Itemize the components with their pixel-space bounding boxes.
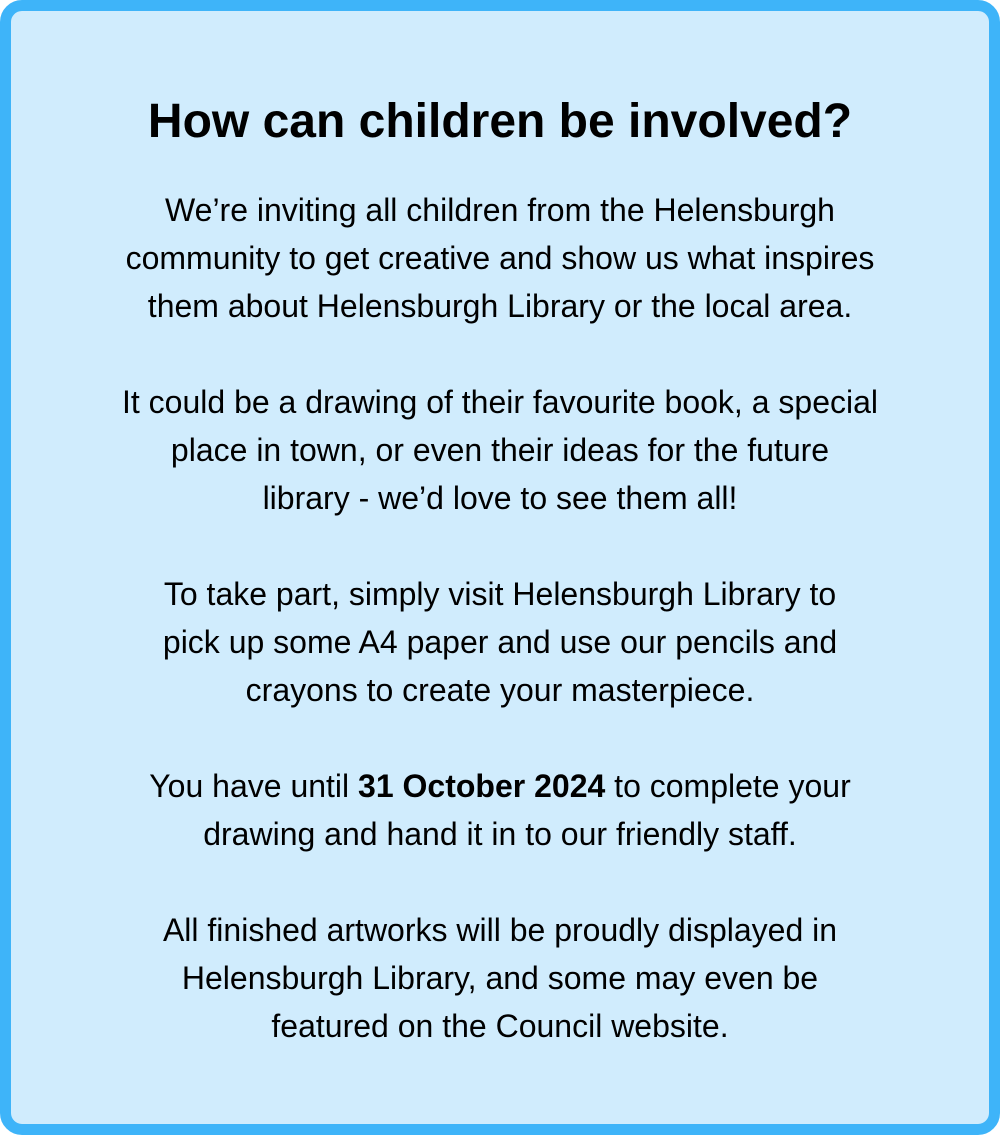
paragraph-line: drawing and hand it in to our friendly staff. — [203, 816, 797, 852]
display-paragraph — [11, 906, 989, 1050]
deadline-date: 31 October 2024 — [358, 768, 606, 804]
paragraph-line — [11, 762, 989, 810]
paragraph-line: featured on the Council website. — [271, 1008, 729, 1044]
paragraph-line: library - we’d love to see them all! — [262, 480, 738, 516]
paragraph-line: place in town, or even their ideas for the future — [170, 432, 830, 468]
paragraph-line: pick up some A4 paper and use our pencils and — [162, 624, 838, 660]
deadline-paragraph — [11, 762, 989, 858]
paragraph-line: community to get creative and show us what inspires — [125, 240, 875, 276]
ideas-paragraph — [11, 378, 989, 522]
paragraph-line: It could be a drawing of their favourite book, a special — [122, 384, 878, 420]
paragraph-line: We’re inviting all children from the Helensburgh — [165, 192, 835, 228]
paragraph-line: Helensburgh Library, and some may even be — [181, 960, 819, 996]
intro-paragraph — [11, 186, 989, 330]
paragraph-line: crayons to create your masterpiece. — [245, 672, 755, 708]
paragraph-line: them about Helensburgh Library or the local area. — [147, 288, 853, 324]
paragraph-line: To take part, simply visit Helensburgh Library to — [163, 576, 837, 612]
deadline-text-after: to complete your — [605, 768, 851, 804]
paragraph-line: All finished artworks will be proudly displayed in — [162, 912, 838, 948]
how-to-take-part-paragraph — [11, 570, 989, 714]
card-title: How can children be involved? — [147, 95, 853, 148]
deadline-text-before: You have until — [149, 768, 359, 804]
